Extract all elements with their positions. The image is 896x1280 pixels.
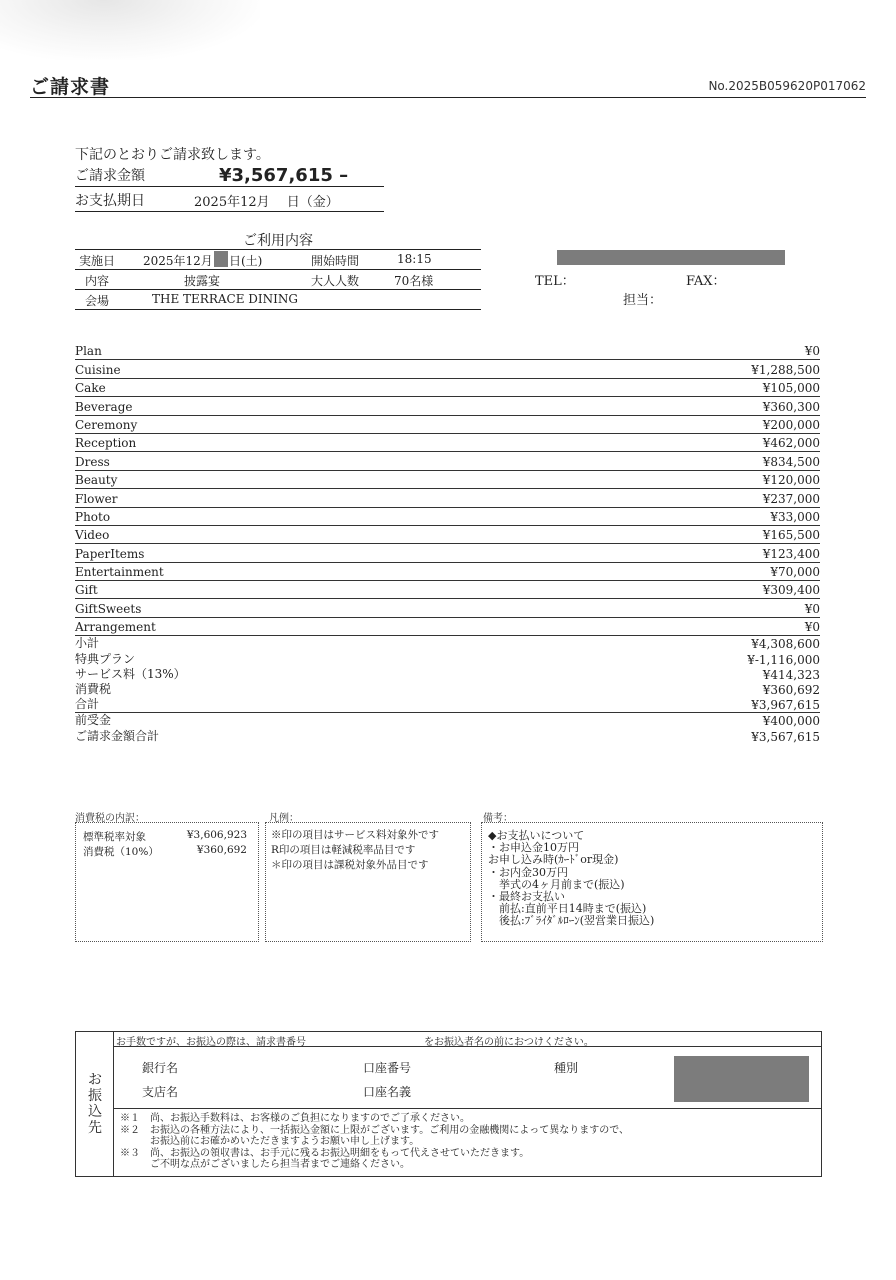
venue-value: THE TERRACE DINING	[152, 292, 298, 306]
item-name: Plan	[75, 344, 102, 359]
total-row	[75, 636, 820, 651]
billing-amount-value: ¥3,567,615 –	[219, 165, 349, 186]
item-amount: ¥70,000	[770, 565, 820, 580]
bank-header	[114, 1032, 821, 1047]
item-name: Beverage	[75, 399, 133, 414]
total-amount: ¥400,000	[762, 714, 820, 729]
bank-side-column	[76, 1032, 114, 1176]
item-amount: ¥120,000	[762, 473, 820, 488]
scan-shadow	[0, 0, 260, 60]
std-rate-value: ¥3,606,923	[186, 829, 247, 841]
item-amount: ¥309,400	[762, 583, 820, 598]
total-amount: ¥4,308,600	[751, 637, 820, 652]
total-name: 消費税	[75, 682, 112, 696]
item-amount: ¥33,000	[770, 509, 820, 524]
item-name: Beauty	[75, 473, 118, 488]
item-row	[75, 434, 820, 452]
item-row	[75, 397, 820, 415]
item-amount: ¥0	[804, 601, 820, 616]
item-row	[75, 508, 820, 526]
item-name: Entertainment	[75, 565, 164, 580]
usage-details	[75, 230, 481, 310]
total-name: 小計	[75, 636, 100, 651]
usage-row-venue	[75, 289, 481, 310]
item-name: Gift	[75, 583, 98, 598]
item-amount: ¥0	[804, 344, 820, 359]
start-time-label: 開始時間	[311, 254, 360, 268]
total-amount: ¥360,692	[762, 683, 820, 697]
tax-value: ¥360,692	[196, 844, 247, 856]
item-name: Flower	[75, 491, 118, 506]
date-label: 実施日	[79, 254, 116, 268]
item-name: Dress	[75, 454, 110, 469]
redacted-account-info	[674, 1056, 809, 1102]
item-amount: ¥462,000	[762, 436, 820, 451]
item-amount: ¥165,500	[762, 528, 820, 543]
date-value-post: 日(土)	[229, 254, 263, 268]
notes-line: ◆お支払いについて	[488, 829, 585, 842]
total-amount: ¥3,967,615	[751, 698, 820, 713]
bank-transfer-box	[75, 1031, 822, 1177]
item-row	[75, 360, 820, 378]
bank-header-post: をお振込者名の前におつけください。	[424, 1037, 594, 1048]
bank-note-line: ※３ 尚、お振込の領収書は、お手元に残るお振込明細をもって代えさせていただきます。	[120, 1147, 530, 1159]
total-amount: ¥414,323	[762, 667, 820, 682]
tax-label: 消費税（10%）	[83, 846, 159, 858]
redacted-company-name	[557, 250, 785, 265]
document-title: ご請求書	[30, 76, 111, 98]
item-amount: ¥1,288,500	[751, 362, 820, 377]
legend-box	[265, 822, 471, 942]
item-row	[75, 379, 820, 397]
total-name: 特典プラン	[75, 651, 136, 666]
total-row	[75, 667, 820, 682]
invoice-number: No.2025B059620P017062	[708, 79, 866, 93]
total-row	[75, 728, 820, 743]
item-row	[75, 618, 820, 636]
bank-note-line: ご不明な点がございましたら担当者までご連絡ください。	[120, 1159, 410, 1170]
start-time-value: 18:15	[397, 252, 432, 266]
notes-line: 後払:ﾌﾞﾗｲﾀﾞﾙﾛｰﾝ(翌営業日振込)	[488, 914, 655, 928]
line-items	[75, 342, 820, 744]
notes-line: お申し込み時(ｶｰﾄﾞor現金)	[488, 853, 619, 867]
item-row	[75, 342, 820, 360]
total-name: 前受金	[75, 713, 112, 728]
venue-label: 会場	[85, 294, 110, 308]
usage-row-content	[75, 269, 481, 289]
total-name: ご請求金額合計	[75, 728, 160, 743]
item-amount: ¥123,400	[762, 546, 820, 561]
item-row	[75, 452, 820, 470]
item-name: Cake	[75, 381, 106, 396]
notes-line: ・お内金30万円	[488, 865, 568, 879]
item-row	[75, 563, 820, 581]
tel-label: TEL：	[535, 274, 575, 289]
usage-row-date	[75, 249, 481, 269]
total-row	[75, 682, 820, 697]
redaction-block	[214, 251, 228, 267]
notes-line: 前払:直前平日14時まで(振込)	[488, 902, 647, 916]
contact-block	[520, 248, 810, 308]
adults-value: 70名様	[394, 274, 434, 288]
intro-text: 下記のとおりご請求致します。	[75, 147, 270, 163]
total-amount: ¥3,567,615	[751, 729, 820, 744]
bank-header-pre: お手数ですが、お振込の際は、請求書番号	[116, 1037, 306, 1048]
bank-note-line: ※２ お振込の各種方法により、一括振込金額に上限がございます。ご利用の金融機関によって異なりますので、	[120, 1124, 629, 1136]
branch-name-label: 支店名	[142, 1085, 179, 1099]
item-name: GiftSweets	[75, 601, 142, 616]
staff-label: 担当：	[623, 293, 663, 308]
legend-line: ＊印の項目は課税対象外品目です	[271, 859, 429, 871]
item-name: Ceremony	[75, 417, 138, 432]
adults-label: 大人人数	[311, 274, 360, 288]
item-row	[75, 489, 820, 507]
item-amount: ¥200,000	[762, 417, 820, 432]
item-name: Reception	[75, 436, 137, 451]
bank-side-char: 先	[88, 1120, 102, 1136]
item-row	[75, 581, 820, 599]
content-label: 内容	[85, 274, 110, 288]
total-name: 合計	[75, 697, 100, 712]
bank-side-char: 振	[88, 1088, 102, 1104]
legend-line: ※印の項目はサービス料対象外です	[271, 829, 439, 841]
item-row	[75, 544, 820, 562]
account-type-label: 種別	[554, 1061, 579, 1075]
billing-amount-label: ご請求金額	[75, 168, 145, 184]
item-amount: ¥834,500	[762, 454, 820, 469]
tax-breakdown-label: 消費税の内訳：	[75, 813, 145, 824]
tax-breakdown-box	[75, 822, 259, 942]
total-name: サービス料（13%）	[75, 666, 186, 681]
usage-title: ご利用内容	[243, 233, 313, 249]
item-row	[75, 416, 820, 434]
item-row	[75, 599, 820, 617]
due-date-value: 2025年12月 日（金）	[194, 195, 339, 210]
notes-line: 挙式の4ヶ月前まで(振込)	[488, 877, 625, 891]
bank-note-line: ※１ 尚、お振込手数料は、お客様のご負担になりますのでご了承ください。	[120, 1113, 470, 1124]
notes-box	[481, 822, 823, 942]
account-number-label: 口座番号	[363, 1061, 412, 1075]
fax-label: FAX：	[686, 274, 726, 289]
due-date-row	[75, 191, 384, 212]
item-row	[75, 526, 820, 544]
item-name: PaperItems	[75, 546, 145, 561]
bank-notes	[114, 1108, 821, 1176]
item-amount: ¥360,300	[762, 399, 820, 414]
bank-note-line: お振込前にお確かめいただきますようお願い申し上げます。	[120, 1136, 420, 1147]
header-rule	[30, 97, 866, 98]
notes-line: ・最終お支払い	[488, 890, 565, 904]
notes-label: 備考：	[483, 813, 513, 824]
item-name: Photo	[75, 509, 111, 524]
item-name: Arrangement	[75, 620, 156, 635]
item-amount: ¥237,000	[762, 491, 820, 506]
bank-name-label: 銀行名	[142, 1061, 179, 1075]
item-name: Video	[75, 528, 110, 543]
item-name: Cuisine	[75, 362, 121, 377]
item-amount: ¥0	[804, 620, 820, 635]
notes-line: ・お申込金10万円	[488, 841, 579, 855]
total-amount: ¥-1,116,000	[747, 652, 820, 667]
item-amount: ¥105,000	[762, 381, 820, 396]
due-date-label: お支払期日	[75, 193, 145, 209]
content-value: 披露宴	[184, 274, 221, 288]
total-row	[75, 713, 820, 728]
item-row	[75, 471, 820, 489]
billing-amount-row	[75, 166, 384, 187]
date-value-pre: 2025年12月	[143, 254, 213, 268]
account-name-label: 口座名義	[363, 1085, 412, 1099]
legend-label: 凡例：	[269, 813, 299, 824]
std-rate-label: 標準税率対象	[83, 831, 146, 843]
bank-side-char: お	[88, 1072, 102, 1088]
bank-side-char: 込	[88, 1104, 102, 1120]
total-row	[75, 651, 820, 666]
total-row	[75, 697, 820, 713]
legend-line: R印の項目は軽減税率品目です	[271, 844, 416, 856]
